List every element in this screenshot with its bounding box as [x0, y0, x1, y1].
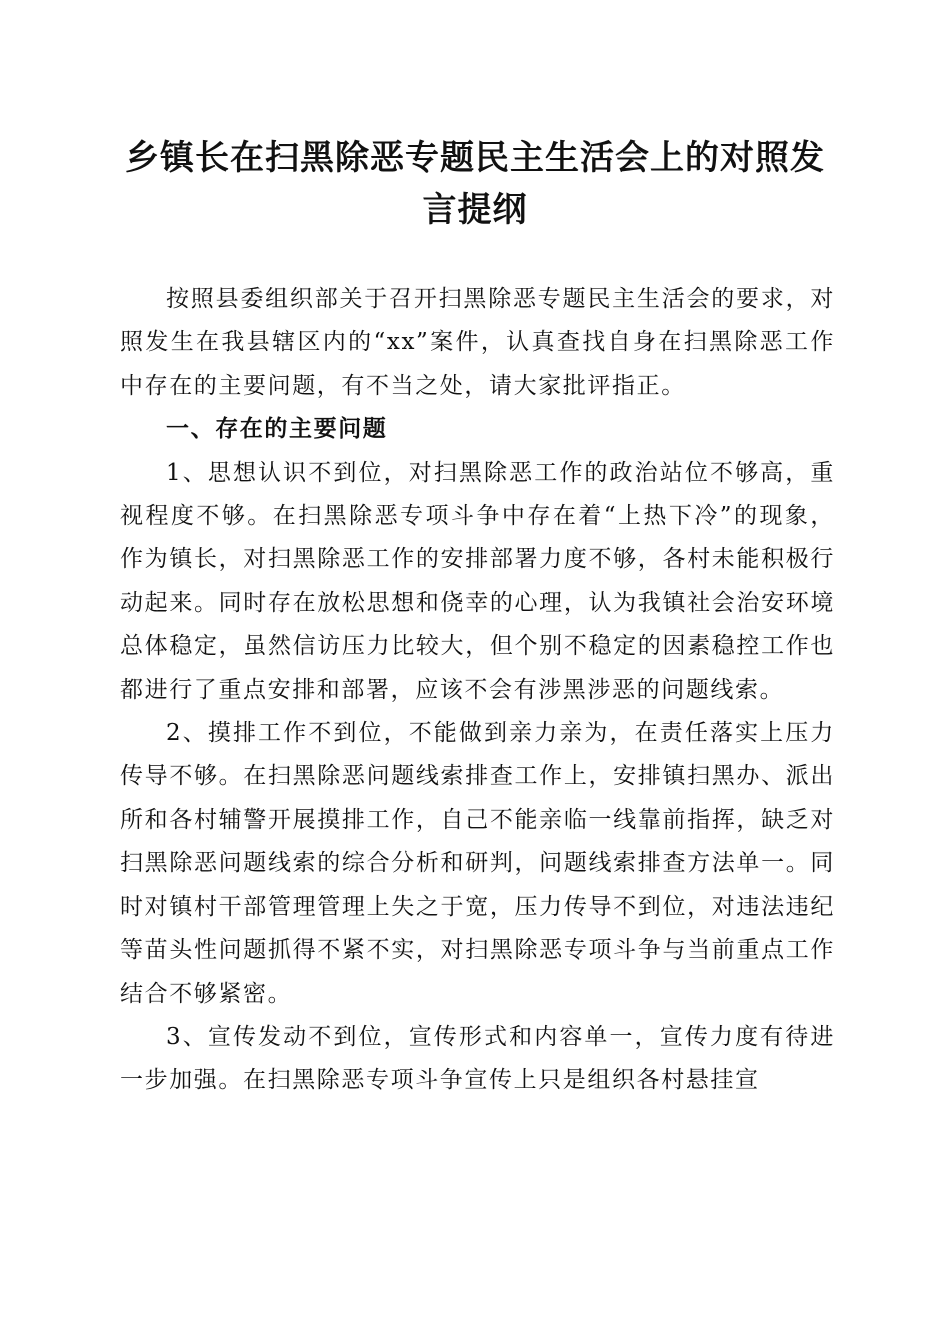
document-body: [120, 278, 835, 1103]
intro-paragraph: 按照县委组织部关于召开扫黑除恶专题民主生活会的要求，对照发生在我县辖区内的“xx”案件，认真查找自身在扫黑除恶工作中存在的主要问题，有不当之处，请大家批评指正。: [120, 286, 835, 399]
document-title: 乡镇长在扫黑除恶专题民主生活会上的对照发言提纲: [125, 138, 825, 230]
body-paragraph-3: 3、宣传发动不到位，宣传形式和内容单一，宣传力度有待进一步加强。在扫黑除恶专项斗争宣传上只是组织各村悬挂宣: [120, 1023, 835, 1094]
body-paragraph-2: 2、摸排工作不到位，不能做到亲力亲为，在责任落实上压力传导不够。在扫黑除恶问题线索排查工作上，安排镇扫黑办、派出所和各村辅警开展摸排工作，自己不能亲临一线靠前指挥，缺乏对扫黑除恶问题线索的综合分析和研判，问题线索排查方法单一。同时对镇村干部管理管理上失之于宽，压力传导不到位，对违法违纪等苗头性问题抓得不紧不实，对扫黑除恶专项斗争与当前重点工作结合不够紧密。: [120, 720, 835, 1007]
body-paragraph-1: 1、思想认识不到位，对扫黑除恶工作的政治站位不够高，重视程度不够。在扫黑除恶专项斗争中存在着“上热下冷”的现象，作为镇长，对扫黑除恶工作的安排部署力度不够，各村未能积极行动起来。同时存在放松思想和侥幸的心理，认为我镇社会治安环境总体稳定，虽然信访压力比较大，但个别不稳定的因素稳控工作也都进行了重点安排和部署，应该不会有涉黑涉恶的问题线索。: [120, 459, 835, 703]
section-heading: 一、存在的主要问题: [166, 416, 388, 443]
